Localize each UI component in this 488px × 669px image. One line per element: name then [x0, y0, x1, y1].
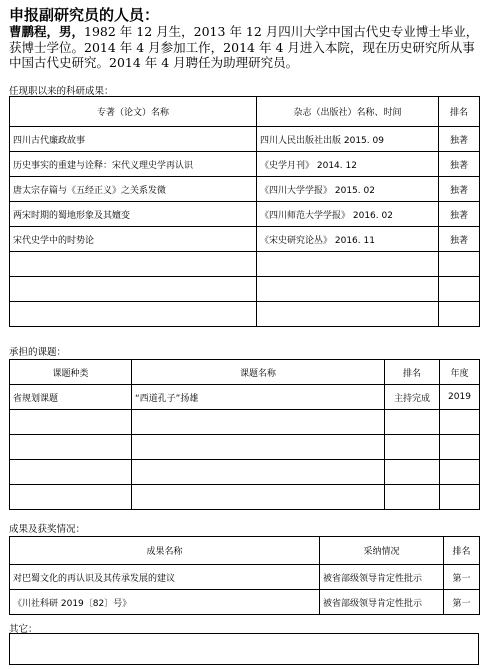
projects-cell — [132, 435, 385, 460]
publications-row — [10, 202, 480, 227]
publications-cell: 四川人民出版社出版 2015. 09 — [257, 127, 439, 152]
projects-row — [10, 385, 480, 410]
publications-cell: 《四川大学学报》 2015. 02 — [257, 177, 439, 202]
projects-cell — [132, 485, 385, 510]
awards-row — [10, 565, 480, 590]
projects-row — [10, 435, 480, 460]
projects-header: 课题种类 — [10, 360, 132, 385]
projects-cell — [385, 410, 440, 435]
projects-header: 课题名称 — [132, 360, 385, 385]
awards-row — [10, 590, 480, 615]
projects-cell — [10, 435, 132, 460]
awards-cell: 被省部级领导肯定性批示 — [320, 565, 444, 590]
publications-row — [10, 252, 480, 277]
publications-cell: 宋代史学中的时势论 — [10, 227, 257, 252]
projects-cell — [132, 460, 385, 485]
other-content — [10, 634, 479, 665]
publications-header: 专著（论文）名称 — [10, 97, 257, 127]
awards-cell: 第一 — [444, 590, 480, 615]
publications-header: 排名 — [439, 97, 480, 127]
publications-cell — [439, 302, 480, 327]
projects-row — [10, 460, 480, 485]
projects-cell: 2019 — [440, 385, 480, 410]
publications-cell: 唐太宗存篇与《五经正义》之关系发微 — [10, 177, 257, 202]
awards-cell: 第一 — [444, 565, 480, 590]
publications-cell — [257, 302, 439, 327]
publications-cell — [439, 277, 480, 302]
publications-cell: 《四川师范大学学报》 2016. 02 — [257, 202, 439, 227]
publications-cell — [257, 277, 439, 302]
publications-cell — [257, 252, 439, 277]
projects-table — [9, 359, 480, 510]
projects-cell: 主持完成 — [385, 385, 440, 410]
publications-row — [10, 177, 480, 202]
publications-cell — [439, 252, 480, 277]
publications-row — [10, 152, 480, 177]
publications-row — [10, 227, 480, 252]
publications-cell — [10, 302, 257, 327]
awards-table — [9, 536, 480, 615]
awards-cell: 《川社科研 2019〔82〕号》 — [10, 590, 320, 615]
projects-cell — [440, 460, 480, 485]
projects-header: 年度 — [440, 360, 480, 385]
page-title: 申报副研究员的人员： — [9, 6, 160, 24]
projects-header: 排名 — [385, 360, 440, 385]
publications-cell: 历史事实的重建与诠释：宋代义理史学再认识 — [10, 152, 257, 177]
bio-paragraph — [9, 24, 479, 71]
projects-cell — [385, 435, 440, 460]
publications-cell: 独著 — [439, 177, 480, 202]
projects-cell: “西道孔子”扬雄 — [132, 385, 385, 410]
publications-cell: 两宋时期的蜀地形象及其嬗变 — [10, 202, 257, 227]
projects-cell — [10, 460, 132, 485]
publications-header: 杂志（出版社）名称、时间 — [257, 97, 439, 127]
publications-cell: 《史学月刊》 2014. 12 — [257, 152, 439, 177]
publications-cell: 独著 — [439, 202, 480, 227]
projects-cell — [440, 410, 480, 435]
bio-text: 1982 年 12 月生，2013 年 12 月四川大学中国古代史专业博士毕业，获博士学位。2014 年 4 月参加工作，2014 年 4 月进入本院，现在历史研究所从事中国古代史研究。2014 年 4 月聘任为助理研究员。 — [9, 24, 479, 70]
awards-header: 成果名称 — [10, 537, 320, 565]
projects-cell — [385, 460, 440, 485]
publications-section-label: 任现职以来的科研成果： — [9, 86, 114, 97]
publications-table — [9, 96, 480, 327]
awards-section-label: 成果及获奖情况： — [9, 524, 86, 535]
projects-cell — [132, 410, 385, 435]
candidate-name: 曹鹏程，男， — [9, 24, 85, 39]
publications-cell: 独著 — [439, 152, 480, 177]
publications-cell — [10, 277, 257, 302]
projects-cell — [440, 435, 480, 460]
publications-row — [10, 127, 480, 152]
awards-cell: 被省部级领导肯定性批示 — [320, 590, 444, 615]
publications-row — [10, 302, 480, 327]
publications-cell — [10, 252, 257, 277]
projects-row — [10, 410, 480, 435]
other-section-label: 其它： — [9, 624, 38, 635]
awards-header: 采纳情况 — [320, 537, 444, 565]
publications-cell: 四川古代廉政故事 — [10, 127, 257, 152]
publications-row — [10, 277, 480, 302]
other-box — [9, 633, 479, 665]
publications-cell: 独著 — [439, 227, 480, 252]
awards-header: 排名 — [444, 537, 480, 565]
projects-cell: 省规划课题 — [10, 385, 132, 410]
projects-cell — [440, 485, 480, 510]
projects-cell — [10, 485, 132, 510]
projects-cell — [385, 485, 440, 510]
projects-section-label: 承担的课题： — [9, 347, 67, 358]
awards-cell: 对巴蜀文化的再认识及其传承发展的建议 — [10, 565, 320, 590]
publications-cell: 《宋史研究论丛》 2016. 11 — [257, 227, 439, 252]
projects-row — [10, 485, 480, 510]
publications-cell: 独著 — [439, 127, 480, 152]
projects-cell — [10, 410, 132, 435]
